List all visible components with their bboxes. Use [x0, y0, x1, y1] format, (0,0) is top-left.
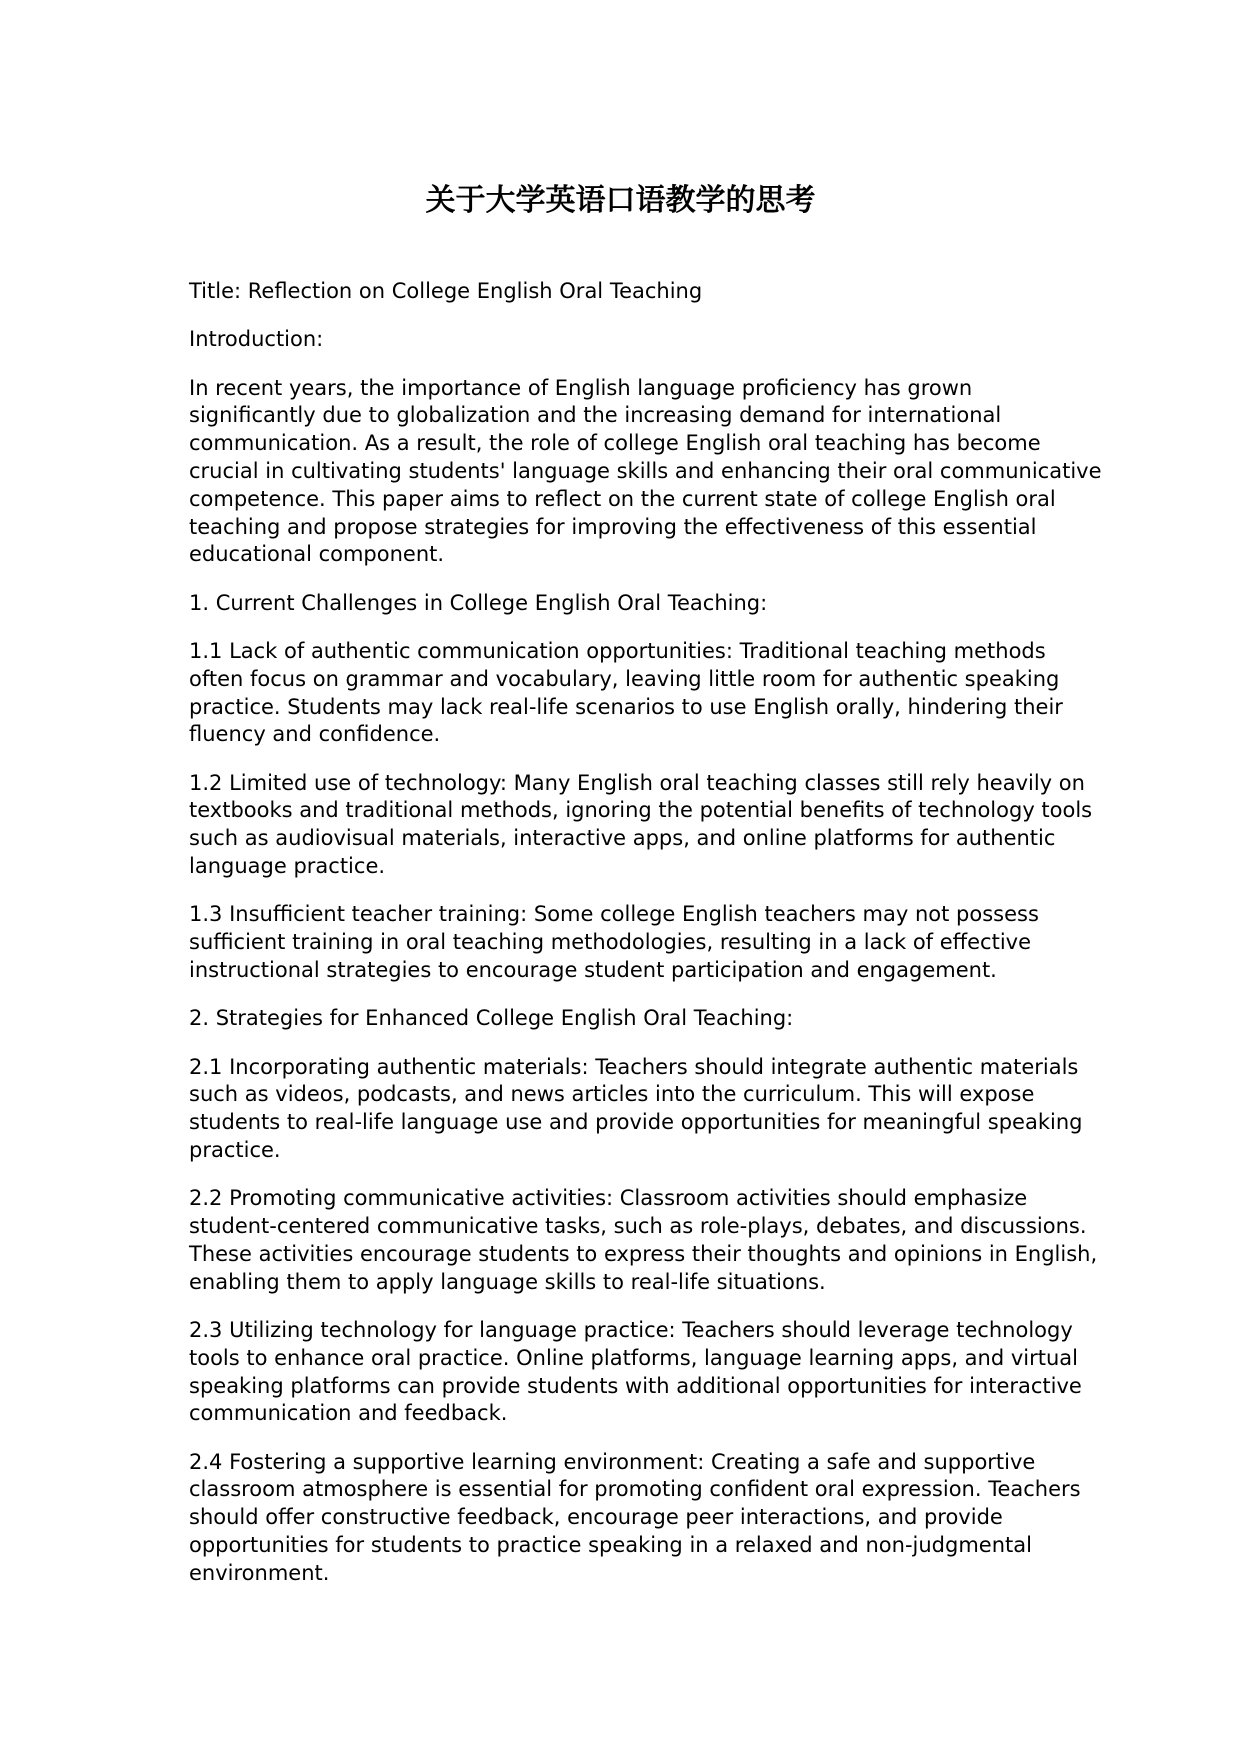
text-line: instructional strategies to encourage student participation and engagement. [189, 957, 997, 982]
text-line: such as audiovisual materials, interactive apps, and online platforms for authentic [189, 826, 1056, 851]
paragraph-section-2-2 [189, 1185, 1098, 1296]
paragraph-section-1-3 [189, 901, 1079, 984]
text-line: such as videos, podcasts, and news articles into the curriculum. This will expose [189, 1082, 1035, 1107]
text-line: often focus on grammar and vocabulary, leaving little room for authentic speaking [189, 666, 1060, 691]
text-line: student-centered communicative tasks, such as role-plays, debates, and discussions. [189, 1214, 1087, 1239]
text-line: students to real-life language use and provide opportunities for meaningful speaking [189, 1110, 1083, 1135]
text-line: Introduction: [189, 327, 324, 352]
text-line: Title: Reflection on College English Oral Teaching [189, 279, 703, 303]
text-line: These activities encourage students to express their thoughts and opinions in English, [189, 1241, 1098, 1266]
document-body [189, 278, 1102, 1608]
text-line: competence. This paper aims to reflect on the current state of college English oral [189, 486, 1056, 511]
text-line: 1. Current Challenges in College English Oral Teaching: [189, 590, 768, 615]
text-line: enabling them to apply language skills to real-life situations. [189, 1269, 826, 1294]
text-line: 2.4 Fostering a supportive learning environment: Creating a safe and supportive [189, 1449, 1036, 1474]
paragraph-section-2-4 [189, 1449, 1079, 1588]
text-line: language practice. [189, 854, 386, 879]
paragraph-title-line [189, 278, 1079, 306]
paragraph-section-2-heading [189, 1005, 1079, 1033]
text-line: 1.3 Insufficient teacher training: Some college English teachers may not possess [189, 902, 1039, 927]
text-line: crucial in cultivating students' language skills and enhancing their oral communicative [189, 458, 1102, 483]
text-line: speaking platforms can provide students with additional opportunities for interactive [189, 1373, 1082, 1398]
text-line: tools to enhance oral practice. Online platforms, language learning apps, and virtual [189, 1345, 1078, 1370]
text-line: fluency and confidence. [189, 722, 441, 747]
text-line: classroom atmosphere is essential for promoting confident oral expression. Teachers [189, 1477, 1081, 1502]
text-line: communication and feedback. [189, 1401, 508, 1426]
text-line: opportunities for students to practice speaking in a relaxed and non-judgmental [189, 1532, 1032, 1557]
paragraph-intro-body [189, 375, 1102, 570]
paragraph-intro-heading [189, 326, 1079, 354]
text-line: communication. As a result, the role of college English oral teaching has become [189, 431, 1041, 456]
text-line: sufficient training in oral teaching methodologies, resulting in a lack of effective [189, 930, 1032, 955]
paragraph-section-1-2 [189, 770, 1093, 881]
text-line: 2. Strategies for Enhanced College English Oral Teaching: [189, 1006, 794, 1031]
text-line: practice. Students may lack real-life scenarios to use English orally, hindering their [189, 694, 1063, 719]
text-line: environment. [189, 1560, 330, 1585]
text-line: In recent years, the importance of English language proficiency has grown [189, 375, 973, 400]
paragraph-section-2-3 [189, 1317, 1082, 1428]
page-title: 关于大学英语口语教学的思考 [425, 183, 816, 218]
text-line: 2.2 Promoting communicative activities: Classroom activities should emphasize [189, 1186, 1028, 1211]
text-line: practice. [189, 1137, 281, 1162]
text-line: 2.3 Utilizing technology for language practice: Teachers should leverage technology [189, 1317, 1073, 1342]
text-line: educational component. [189, 542, 445, 567]
text-line: teaching and propose strategies for improving the effectiveness of this essential [189, 514, 1037, 539]
text-line: 1.2 Limited use of technology: Many English oral teaching classes still rely heavily on [189, 770, 1085, 795]
text-line: 1.1 Lack of authentic communication opportunities: Traditional teaching methods [189, 638, 1046, 663]
text-line: 2.1 Incorporating authentic materials: Teachers should integrate authentic materials [189, 1054, 1079, 1079]
paragraph-section-1-heading [189, 590, 1079, 618]
text-line: significantly due to globalization and the increasing demand for international [189, 403, 1002, 428]
paragraph-section-2-1 [189, 1054, 1083, 1165]
text-line: should offer constructive feedback, encourage peer interactions, and provide [189, 1505, 1003, 1530]
paragraph-section-1-1 [189, 638, 1079, 749]
text-line: textbooks and traditional methods, ignoring the potential benefits of technology tools [189, 798, 1093, 823]
